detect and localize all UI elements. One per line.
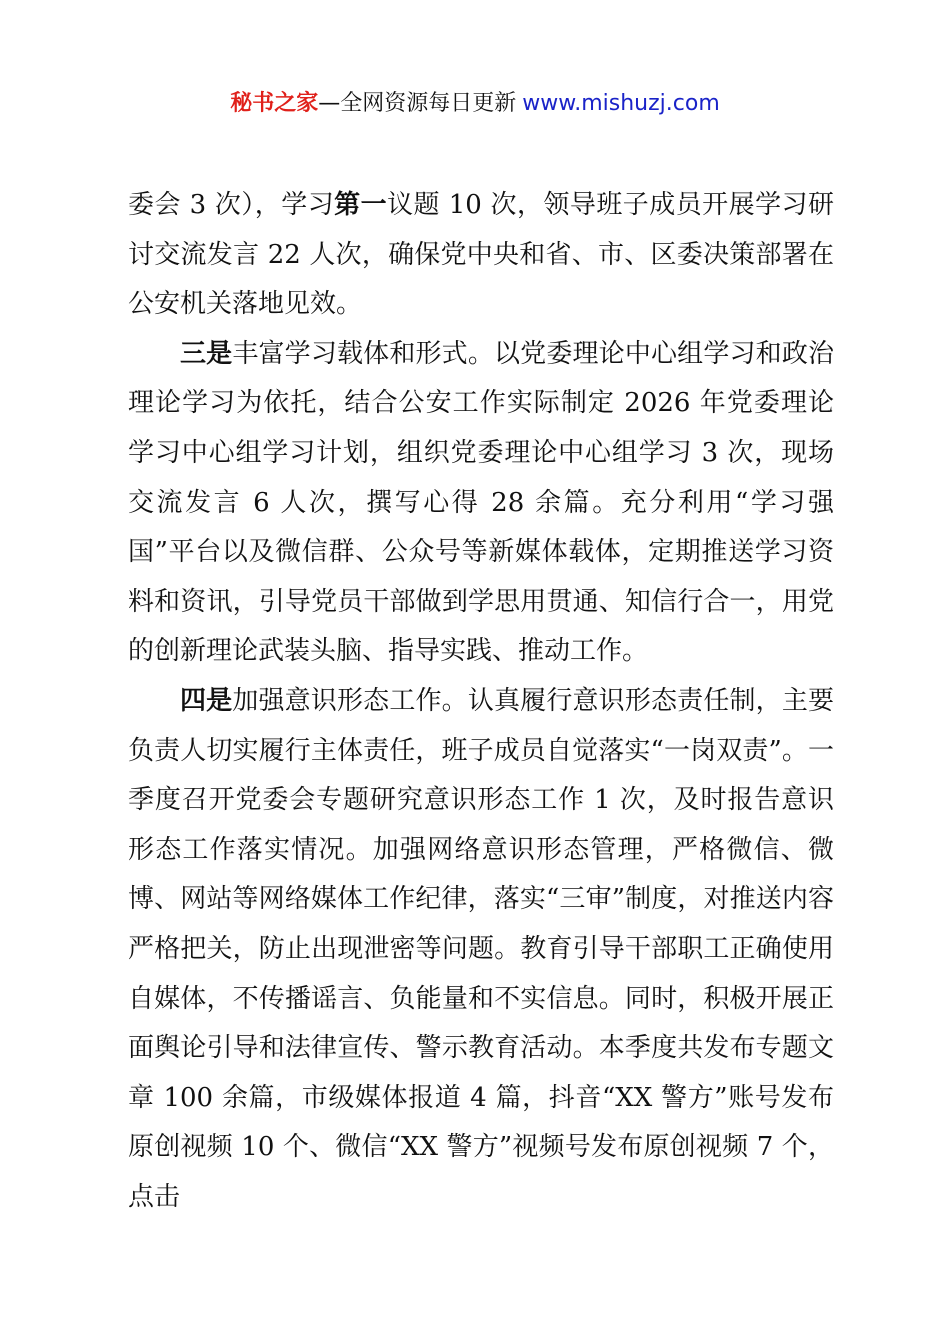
paragraph-four bbox=[128, 677, 834, 1223]
site-brand: 秘书之家 bbox=[230, 91, 319, 116]
bold-term: 第一 bbox=[334, 190, 388, 220]
paragraph-text: 委会 3 次），学习 bbox=[128, 190, 335, 220]
paragraph-lead: 三是 bbox=[180, 338, 233, 369]
paragraph-text: 议题 10 次，领导班子成员开展学习研讨交流发言 22 人次，确保党中央和省、市、区委决策部署在公安机关落地见效。 bbox=[128, 190, 834, 320]
paragraph-text: 加强意识形态工作。认真履行意识形态责任制，主要负责人切实履行主体责任，班子成员自觉落实“一岗双责”。一季度召开党委会专题研究意识形态工作 1 次，及时报告意识形态工作落实情况。加强网络意识形态管理，严格微信、微博、网站等网络媒体工作纪律，落实“三审”制度，对推送内容严格把关，防止出现泄密等问题。教育引导干部职工正确使用自媒体，不传播谣言、负能量和不实信息。同时，积极开展正面舆论引导和法律宣传、警示教育活动。本季度共发布专题文章 100 余篇，市级媒体报道 4 篇，抖音“XX 警方”账号发布原创视频 10 个、微信“XX 警方”视频号发布原创视频 7 个，点击 bbox=[128, 685, 834, 1212]
paragraph-three bbox=[128, 330, 834, 677]
site-header bbox=[0, 86, 950, 122]
site-tagline: —全网资源每日更新 bbox=[318, 91, 517, 116]
paragraph-text: 丰富学习载体和形式。以党委理论中心组学习和政治理论学习为依托，结合公安工作实际制定 2026 年党委理论学习中心组学习计划，组织党委理论中心组学习 3 次，现场交流发言 6 人次，撰写心得 28 余篇。充分利用“学习强国”平台以及微信群、公众号等新媒体载体，定期推送学习资料和资讯，引导党员干部做到学思用贯通、知信行合一，用党的创新理论武装头脑、指导实践、推动工作。 bbox=[128, 338, 834, 667]
site-url-link[interactable]: www.mishuzj.com bbox=[522, 91, 720, 116]
document-body bbox=[128, 181, 834, 1222]
paragraph-continued bbox=[128, 181, 834, 330]
paragraph-lead: 四是 bbox=[180, 685, 233, 716]
